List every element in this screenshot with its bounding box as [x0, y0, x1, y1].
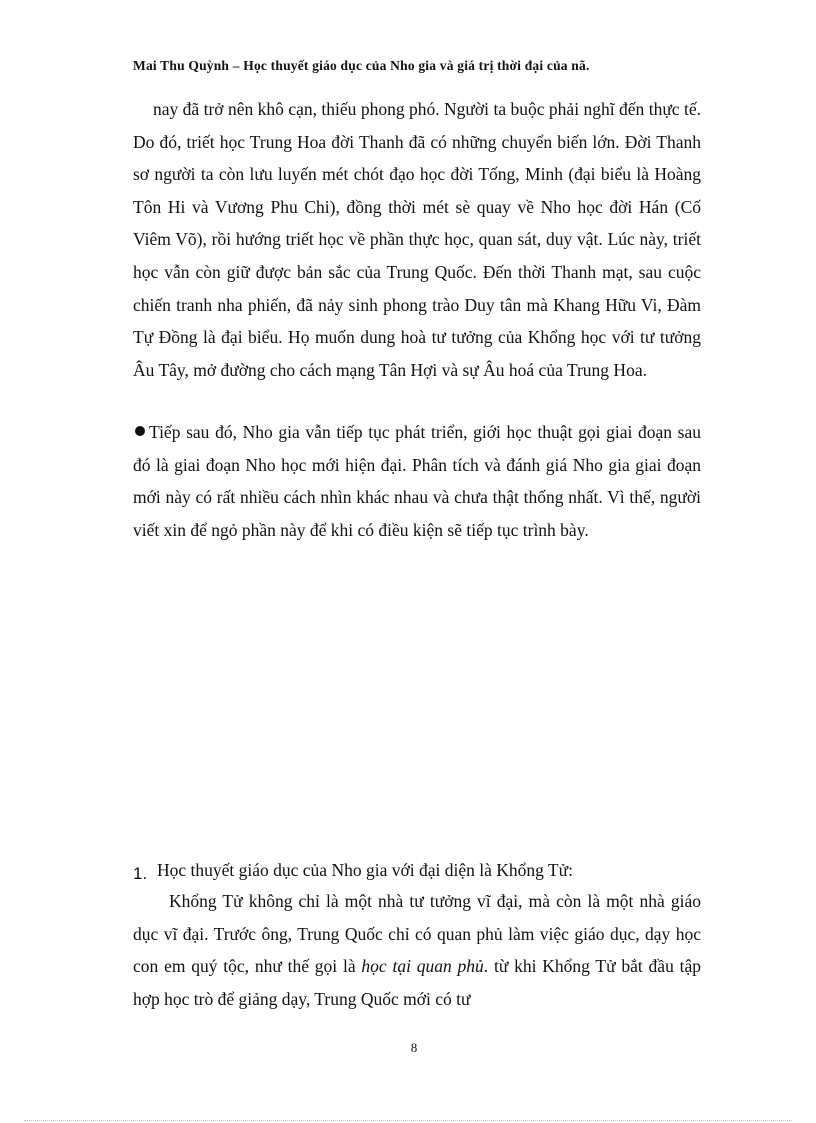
emphasized-term: học tại quan phủ	[361, 956, 484, 977]
paragraph-confucius-education	[133, 885, 701, 1015]
page-bottom-divider	[24, 1120, 792, 1121]
paragraph-qing-dynasty: nay đã trở nên khô cạn, thiếu phong phó. Người ta buộc phải nghĩ đến thực tế. Do đó, triết học Trung Hoa đời Thanh đã có những chuyển biến lớn. Đời Thanh sơ người ta còn lưu luyến mét chót đạo học đời Tống, Minh (đại biểu là Hoàng Tôn Hi và Vương Phu Chi), đồng thời mét sè quay về Nho học đời Hán (Cố Viêm Võ), rồi hướng triết học về phần thực học, quan sát, duy vật. Lúc này, triết học vẫn còn giữ được bản sắc của Trung Quốc. Đến thời Thanh mạt, sau cuộc chiến tranh nha phiến, đã nảy sinh phong trào Duy tân mà Khang Hữu Vi, Đàm Tự Đồng là đại biểu. Họ muốn dung hoà tư tưởng của Khổng học với tư tưởng Âu Tây, mở đường cho cách mạng Tân Hợi và sự Âu hoá của Trung Hoa.	[133, 99, 701, 380]
paragraph-text: Tiếp sau đó, Nho gia vẫn tiếp tục phát triển, giới học thuật gọi giai đoạn sau đó là giai đoạn Nho học mới hiện đại. Phân tích và đánh giá Nho gia giai đoạn mới này có rất nhiều cách nhìn khác nhau và chưa thật thống nhất. Vì thế, người viết xin để ngỏ phần này để khi có điều kiện sẽ tiếp tục trình bày.	[133, 422, 701, 540]
page-number: 8	[410, 1040, 418, 1055]
section-heading	[133, 858, 573, 886]
section-title: Học thuyết giáo dục của Nho gia với đại diện là Khổng Tử:	[157, 860, 573, 880]
paragraph-modern-confucianism	[133, 416, 701, 546]
running-header: Mai Thu Quỳnh – Học thuyết giáo dục của Nho gia và giá trị thời đại của nã.	[133, 58, 590, 73]
bullet-icon	[135, 426, 145, 436]
paragraph-text-end: . từ khi Khổng Tử bắt đầu tập hợp học trò để giảng dạy, Trung Quốc mới có tư	[133, 956, 701, 1009]
paragraph-text-start: Khổng Tử không chỉ là một nhà tư tưởng vĩ đại, mà còn là một nhà giáo dục vĩ đại. Trước ông, Trung Quốc chỉ có quan phủ làm việc giáo dục, dạy học con em quý tộc, như thế gọi là	[133, 891, 701, 977]
section-number: 1.	[133, 864, 148, 883]
